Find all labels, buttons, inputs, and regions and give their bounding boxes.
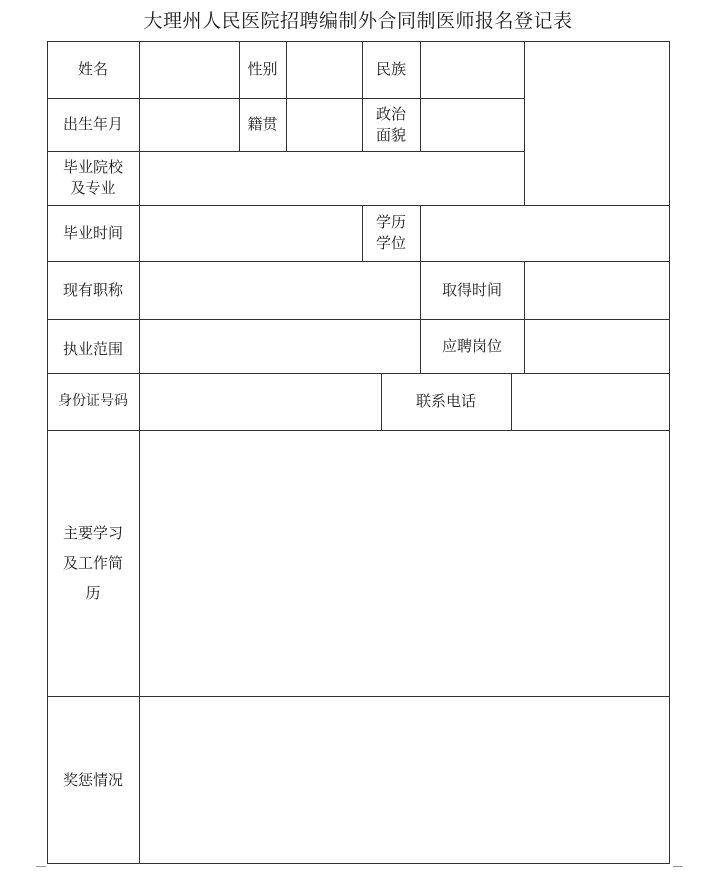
birth-field[interactable]	[140, 99, 239, 151]
rewards-field[interactable]	[140, 697, 669, 863]
gender-field[interactable]	[287, 42, 362, 98]
name-label: 姓名	[77, 60, 108, 78]
school-major-label-line1: 毕业院校	[62, 158, 123, 176]
school-major-label	[47, 151, 139, 205]
political-status-field[interactable]	[421, 99, 524, 151]
position-field[interactable]	[525, 320, 669, 373]
gender-label: 性别	[247, 60, 278, 78]
resume-label-line3: 历	[85, 584, 101, 602]
phone-field[interactable]	[512, 374, 669, 430]
photo-area[interactable]	[525, 42, 669, 205]
school-major-label-line2: 及专业	[70, 179, 116, 197]
position-label: 应聘岗位	[441, 336, 502, 355]
birth-label: 出生年月	[62, 115, 123, 133]
graduation-time-field[interactable]	[140, 206, 362, 261]
id-number-field[interactable]	[140, 374, 381, 430]
resume-field[interactable]	[140, 431, 669, 696]
current-title-label: 现有职称	[62, 280, 123, 299]
obtained-time-field[interactable]	[525, 262, 669, 319]
phone-label: 联系电话	[415, 392, 476, 410]
native-place-label: 籍贯	[247, 115, 278, 133]
practice-scope-field[interactable]	[140, 320, 420, 373]
page-corner-mark	[36, 866, 46, 877]
degree-label	[362, 205, 420, 261]
current-title-field[interactable]	[140, 262, 420, 319]
resume-label-line2: 及工作简	[62, 554, 123, 572]
practice-scope-label: 执业范围	[62, 339, 123, 358]
ethnicity-field[interactable]	[421, 42, 524, 98]
rewards-label: 奖惩情况	[62, 770, 123, 789]
political-status-label-line1: 政治	[375, 104, 406, 123]
graduation-time-label: 毕业时间	[62, 223, 123, 242]
obtained-time-label: 取得时间	[441, 280, 502, 299]
name-field[interactable]	[140, 42, 239, 98]
resume-label-line1: 主要学习	[62, 524, 123, 542]
page-corner-mark	[673, 866, 683, 877]
form-title: 大理州人民医院招聘编制外合同制医师报名登记表	[143, 10, 573, 32]
id-number-label: 身份证号码	[58, 393, 128, 409]
political-status-label-line2: 面貌	[375, 125, 406, 144]
school-major-field[interactable]	[140, 152, 524, 205]
ethnicity-label: 民族	[375, 60, 406, 78]
resume-label	[47, 430, 139, 696]
political-status-label	[362, 98, 420, 151]
degree-field[interactable]	[421, 206, 669, 261]
degree-label-line1: 学历	[375, 213, 406, 231]
native-place-field[interactable]	[287, 99, 362, 151]
degree-label-line2: 学位	[375, 234, 406, 252]
